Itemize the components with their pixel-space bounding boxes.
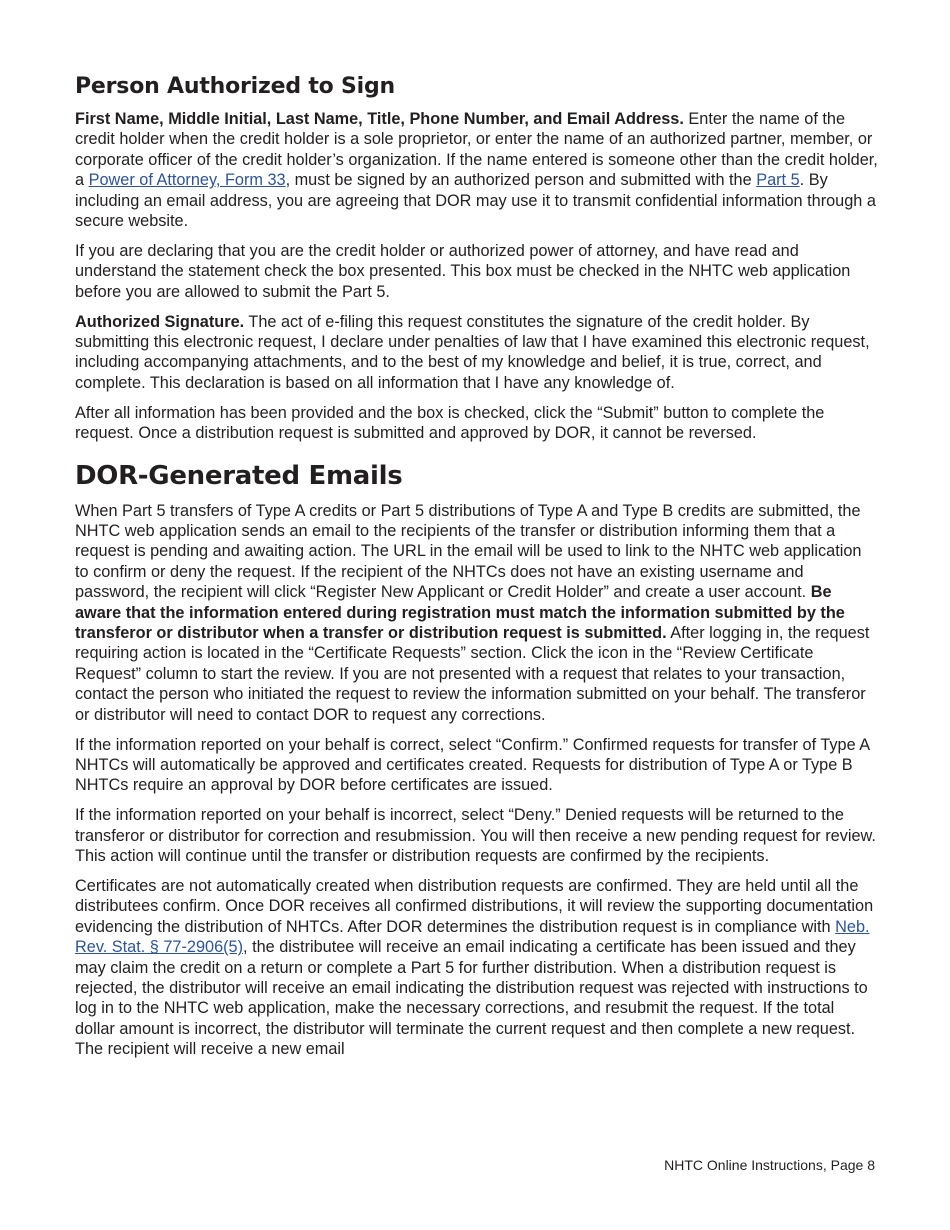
paragraph-declaration-checkbox: If you are declaring that you are the credit holder or authorized power of attorney, and have read and understand the statement check the box presented. This box must be checked in the NHTC web application before you are allowed to submit the Part 5. bbox=[75, 241, 851, 301]
paragraph-authorized-signature bbox=[75, 312, 878, 394]
page-footer: NHTC Online Instructions, Page 8 bbox=[664, 1157, 875, 1173]
bold-registration-warning: Be aware that the information entered during registration must match the information submitted by the transferor or distributor when a transfer or distribution request is submitted. bbox=[75, 583, 845, 643]
text-span: The act of e-filing this request constitutes the signature of the credit holder. By submitting this electronic request, I declare under penalties of law that I have examined this electronic request, including accompanying attachments, and to the best of my knowledge and belief, it is true, correct, and complete. This declaration is based on all information that I have any knowledge of. bbox=[75, 312, 870, 392]
heading-person-authorized-to-sign: Person Authorized to Sign bbox=[75, 74, 396, 99]
text-span: Certificates are not automatically created when distribution requests are confirmed. They are held until all the distributees confirm. Once DOR receives all confirmed distributions, it will review the supporting documentation evidencing the distribution of NHTCs. After DOR determines the distribution request is in compliance with bbox=[75, 877, 874, 936]
text-span: , the distributee will receive an email indicating a certificate has been issued and they may claim the credit on a return or complete a Part 5 for further distribution. When a distribution request is rejected, the distributor will receive an email indicating the distribution request was rejected with instructions to log in to the NHTC web application, make the necessary corrections, and resubmit the request. If the total dollar amount is incorrect, the distributor will terminate the current request and then complete a new request. The recipient will receive a new email bbox=[75, 938, 868, 1059]
link-neb-rev-stat-77-2906[interactable]: Neb. Rev. Stat. § 77-2906(5) bbox=[75, 917, 870, 957]
bold-lead-authorized-signature: Authorized Signature. bbox=[75, 312, 245, 331]
heading-dor-generated-emails: DOR-Generated Emails bbox=[75, 460, 403, 491]
bold-lead-name-fields: First Name, Middle Initial, Last Name, Title, Phone Number, and Email Address. bbox=[75, 110, 684, 128]
link-power-of-attorney-form-33[interactable]: Power of Attorney, Form 33 bbox=[88, 171, 286, 190]
text-span: , must be signed by an authorized person and submitted with the bbox=[285, 171, 757, 190]
text-span: When Part 5 transfers of Type A credits or Part 5 distributions of Type A and Type B credits are submitted, the NHTC web application sends an email to the recipients of the transfer or distribution informing them that a request is pending and awaiting action. The URL in the email will be used to link to the NHTC web application to confirm or deny the request. If the recipient of the NHTCs does not have an existing username and password, the recipient will click “Register New Applicant or Credit Holder” and create a user account. bbox=[75, 501, 862, 602]
paragraph-email-notifications bbox=[75, 501, 878, 725]
paragraph-certificates-distribution bbox=[75, 876, 878, 1060]
document-page bbox=[75, 70, 878, 1069]
text-span: . By including an email address, you are agreeing that DOR may use it to transmit confidential information through a secure website. bbox=[75, 171, 876, 231]
paragraph-deny-request: If the information reported on your behalf is incorrect, select “Deny.” Denied requests will be returned to the transferor or distributor for correction and resubmission. You will then receive a new pending request for review. This action will continue until the transfer or distribution requests are confirmed by the recipients. bbox=[75, 806, 876, 866]
link-part-5[interactable]: Part 5 bbox=[756, 171, 800, 190]
paragraph-authorized-name-fields bbox=[75, 109, 878, 231]
text-span: Enter the name of the credit holder when the credit holder is a sole proprietor, or enter the name of an authorized partner, member, or corporate officer of the credit holder’s organization. If the name entered is someone other than the credit holder, a bbox=[75, 110, 878, 190]
paragraph-confirm-request: If the information reported on your behalf is correct, select “Confirm.” Confirmed requests for transfer of Type A NHTCs will automatically be approved and certificates created. Requests for distribution of Type A or Type B NHTCs require an approval by DOR before certificates are issued. bbox=[75, 735, 870, 795]
paragraph-submit-instructions: After all information has been provided and the box is checked, click the “Submit” button to complete the request. Once a distribution request is submitted and approved by DOR, it cannot be reversed. bbox=[75, 403, 825, 443]
text-span: After logging in, the request requiring action is located in the “Certificate Requests” section. Click the icon in the “Review Certificate Request” column to start the review. If you are not presented with a request that relates to your transaction, contact the person who initiated the request to review the information submitted on your behalf. The transferor or distributor will need to contact DOR to request any corrections. bbox=[75, 624, 870, 724]
